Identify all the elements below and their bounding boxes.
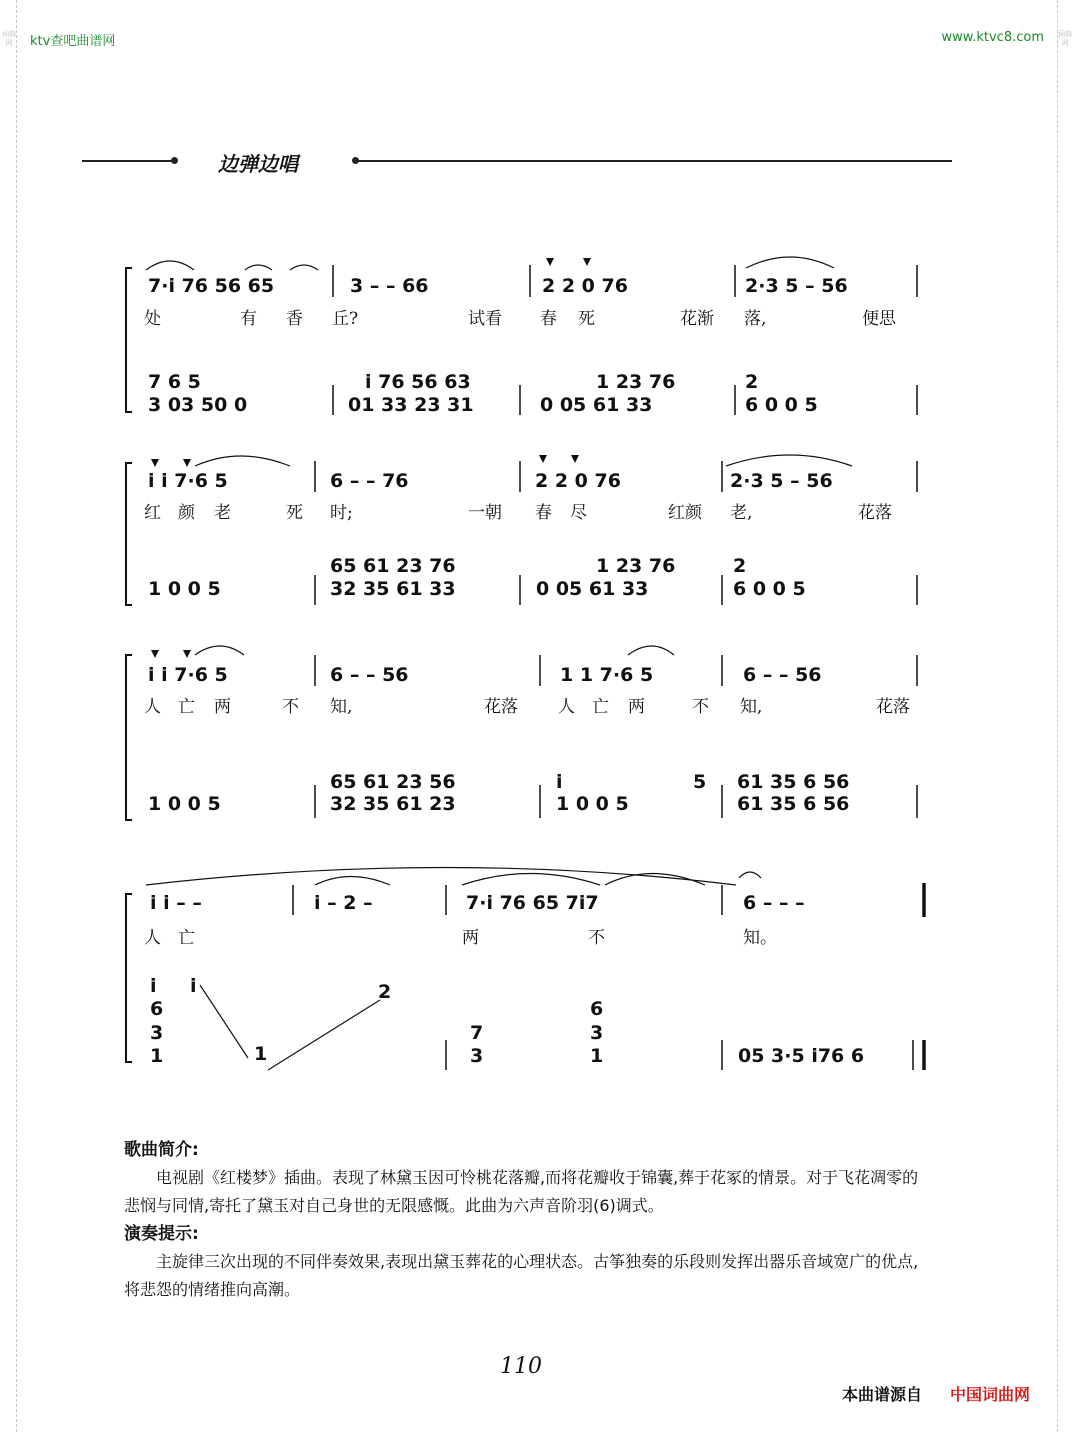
system-bracket-4 <box>126 894 132 1062</box>
svg-text:7: 7 <box>470 1022 484 1044</box>
svg-text:春: 春 <box>540 309 557 329</box>
page-number: 110 <box>500 1354 542 1379</box>
svg-text:花渐: 花渐 <box>680 309 714 329</box>
svg-text:一朝: 一朝 <box>468 503 502 523</box>
svg-text:2: 2 <box>733 555 747 577</box>
svg-text:6 0 0 5: 6 0 0 5 <box>733 578 806 600</box>
svg-text:2: 2 <box>378 981 392 1003</box>
svg-text:3: 3 <box>470 1045 484 1067</box>
svg-text:6: 6 <box>590 998 604 1020</box>
svg-text:3 – – 66: 3 – – 66 <box>350 275 429 297</box>
svg-text:3: 3 <box>590 1022 604 1044</box>
watermark-site-left: ktv查吧曲谱网 <box>30 34 116 49</box>
svg-text:2 2 0 76: 2 2 0 76 <box>535 470 621 492</box>
svg-text:i i 7·6 5: i i 7·6 5 <box>148 470 228 492</box>
svg-text:不: 不 <box>692 697 709 717</box>
svg-text:6 – – 56: 6 – – 56 <box>743 664 822 686</box>
svg-text:老,: 老, <box>730 503 753 523</box>
performance-tips-text: 主旋律三次出现的不同伴奏效果,表现出黛玉葬花的心理状态。古筝独奏的乐段则发挥出器乐音域宽广的优点,将悲怨的情绪推向高潮。 <box>124 1252 919 1299</box>
svg-text:i: i <box>150 975 157 997</box>
svg-text:61 35 6 56: 61 35 6 56 <box>737 771 850 793</box>
svg-text:两: 两 <box>462 928 479 948</box>
svg-text:6 – – 76: 6 – – 76 <box>330 470 409 492</box>
svg-text:1 23 76: 1 23 76 <box>596 371 676 393</box>
svg-text:人: 人 <box>144 928 161 948</box>
performance-tips-heading: 演奏提示: <box>124 1224 199 1244</box>
svg-text:1 23 76: 1 23 76 <box>596 555 676 577</box>
svg-text:花落: 花落 <box>858 503 892 523</box>
svg-text:2: 2 <box>745 371 759 393</box>
svg-text:两: 两 <box>628 697 645 717</box>
system-bracket-3 <box>126 655 132 820</box>
svg-text:1 0 0 5: 1 0 0 5 <box>556 793 629 815</box>
svg-text:0 05 61 33: 0 05 61 33 <box>540 394 653 416</box>
svg-text:尽: 尽 <box>570 503 587 523</box>
system-bracket-2 <box>126 463 132 605</box>
svg-text:知,: 知, <box>330 697 353 717</box>
svg-text:7·i 76 65 7i7: 7·i 76 65 7i7 <box>466 892 599 914</box>
source-site: 中国词曲网 <box>950 1385 1031 1404</box>
svg-text:01 33 23 31: 01 33 23 31 <box>348 394 474 416</box>
song-intro-heading: 歌曲简介: <box>124 1140 199 1160</box>
svg-text:香: 香 <box>286 309 303 329</box>
edge-watermark: 词曲网 <box>1058 30 1072 47</box>
svg-text:2·3 5 – 56: 2·3 5 – 56 <box>745 275 848 297</box>
svg-text:i i – –: i i – – <box>150 892 202 914</box>
svg-text:2 2 0 76: 2 2 0 76 <box>542 275 628 297</box>
svg-text:7·i 76 56 65: 7·i 76 56 65 <box>148 275 275 297</box>
svg-text:丘?: 丘? <box>332 309 359 329</box>
edge-watermark: 词曲网 <box>2 30 16 47</box>
system-bracket-1 <box>126 268 132 412</box>
svg-text:人: 人 <box>144 697 161 717</box>
svg-text:知,: 知, <box>740 697 763 717</box>
song-intro-text: 电视剧《红楼梦》插曲。表现了林黛玉因可怜桃花落瓣,而将花瓣收于锦囊,葬于花冢的情景。对于飞花凋零的悲悯与同情,寄托了黛玉对自己身世的无限感慨。此曲为六声音阶羽(6)调式。 <box>124 1168 919 1215</box>
svg-text:i: i <box>556 771 563 793</box>
svg-text:人: 人 <box>558 697 575 717</box>
svg-text:死: 死 <box>578 309 595 329</box>
svg-text:红: 红 <box>144 503 161 523</box>
svg-text:花落: 花落 <box>484 697 518 717</box>
header-title: 边弹边唱 <box>218 152 298 176</box>
svg-text:6 – – 56: 6 – – 56 <box>330 664 409 686</box>
svg-text:知。: 知。 <box>743 928 777 948</box>
svg-text:i: i <box>190 975 197 997</box>
svg-text:6 0 0 5: 6 0 0 5 <box>745 394 818 416</box>
svg-text:61 35 6 56: 61 35 6 56 <box>737 793 850 815</box>
svg-text:5: 5 <box>693 771 707 793</box>
svg-text:有: 有 <box>240 309 257 329</box>
svg-text:7 6 5: 7 6 5 <box>148 371 201 393</box>
svg-text:试看: 试看 <box>468 309 502 329</box>
svg-text:6 – – –: 6 – – – <box>743 892 805 914</box>
svg-text:两: 两 <box>214 697 231 717</box>
source-label: 本曲谱源自 <box>842 1385 923 1404</box>
svg-text:1: 1 <box>150 1045 164 1067</box>
svg-text:1 1 7·6 5: 1 1 7·6 5 <box>560 664 654 686</box>
svg-text:65 61 23 76: 65 61 23 76 <box>330 555 456 577</box>
svg-text:红颜: 红颜 <box>668 503 702 523</box>
svg-text:2·3 5 – 56: 2·3 5 – 56 <box>730 470 833 492</box>
svg-text:亡: 亡 <box>178 697 195 717</box>
svg-text:亡: 亡 <box>592 697 609 717</box>
svg-text:不: 不 <box>282 697 299 717</box>
svg-text:i i 7·6 5: i i 7·6 5 <box>148 664 228 686</box>
svg-text:颜: 颜 <box>178 503 195 523</box>
watermark-site-right: www.ktvc8.com <box>941 30 1044 45</box>
svg-text:1: 1 <box>590 1045 604 1067</box>
svg-text:05 3·5 i76 6: 05 3·5 i76 6 <box>738 1045 865 1067</box>
svg-text:老: 老 <box>214 503 231 523</box>
svg-text:时;: 时; <box>330 503 353 523</box>
svg-text:65 61 23 56: 65 61 23 56 <box>330 771 456 793</box>
svg-text:1: 1 <box>254 1043 268 1065</box>
svg-text:处: 处 <box>144 309 161 329</box>
svg-text:1 0 0 5: 1 0 0 5 <box>148 578 221 600</box>
svg-text:i – 2 –: i – 2 – <box>314 892 373 914</box>
svg-text:春: 春 <box>535 503 552 523</box>
svg-text:1 0 0 5: 1 0 0 5 <box>148 793 221 815</box>
svg-text:亡: 亡 <box>178 928 195 948</box>
svg-text:3 03 50 0: 3 03 50 0 <box>148 394 248 416</box>
svg-text:i 76 56 63: i 76 56 63 <box>365 371 471 393</box>
svg-text:0 05 61 33: 0 05 61 33 <box>536 578 649 600</box>
svg-text:落,: 落, <box>744 309 767 329</box>
song-introduction <box>124 1136 930 1304</box>
svg-text:便思: 便思 <box>862 309 896 329</box>
svg-text:32 35 61 33: 32 35 61 33 <box>330 578 456 600</box>
svg-text:死: 死 <box>286 503 303 523</box>
svg-text:6: 6 <box>150 998 164 1020</box>
svg-text:3: 3 <box>150 1022 164 1044</box>
svg-text:32 35 61 23: 32 35 61 23 <box>330 793 456 815</box>
svg-text:不: 不 <box>588 928 605 948</box>
svg-text:花落: 花落 <box>876 697 910 717</box>
